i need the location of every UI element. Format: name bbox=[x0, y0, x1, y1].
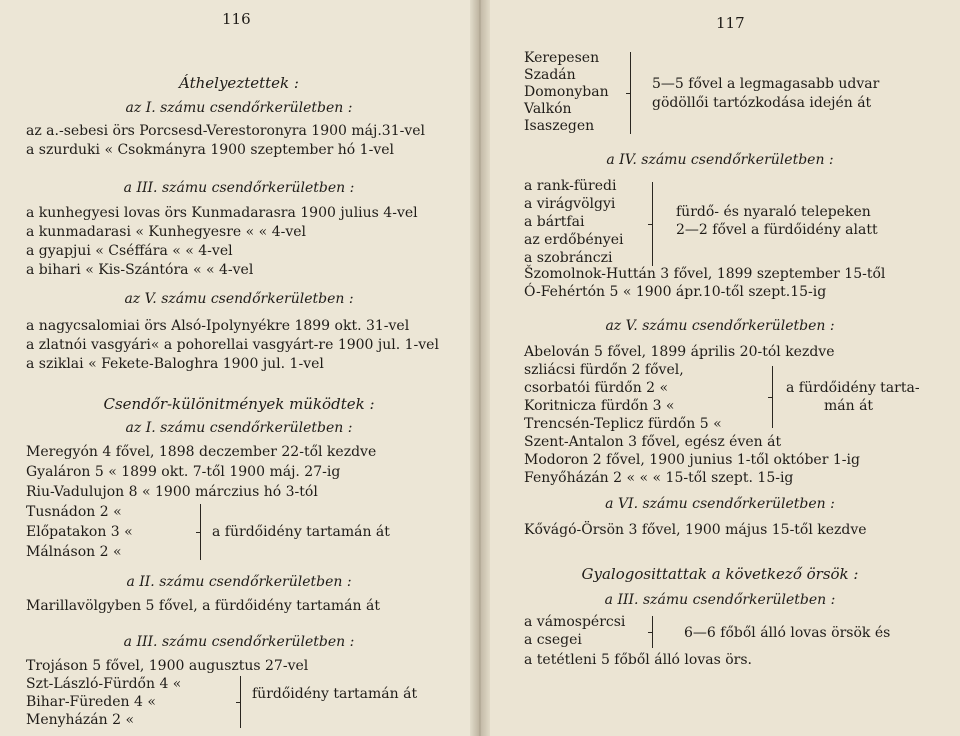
text-line: Valkón bbox=[524, 101, 572, 117]
text-line: a kunmadarasi « Kunhegyesre « « 4-vel bbox=[26, 224, 307, 240]
text-line: Trencsén-Teplicz fürdőn 5 « bbox=[524, 416, 722, 432]
text-line: Šzomolnok-Huttán 3 fővel, 1899 szeptember 15-től bbox=[524, 266, 886, 282]
text-line: Szadán bbox=[524, 67, 576, 83]
text-line: a bihari « Kis-Szántóra « « 4-vel bbox=[26, 262, 254, 278]
brace-text: gödöllői tartózkodása idején át bbox=[652, 95, 872, 111]
text-line: Menyházán 2 « bbox=[26, 712, 135, 728]
brace bbox=[652, 616, 653, 648]
book-gutter bbox=[470, 0, 490, 736]
district-heading: az I. számu csendőrkerületben : bbox=[125, 420, 353, 436]
district-heading: a III. számu csendőrkerületben : bbox=[123, 180, 355, 196]
text-line: Kővágó-Örsön 3 fővel, 1900 május 15-től kezdve bbox=[524, 522, 867, 538]
text-line: az a.-sebesi örs Porcsesd-Verestoronyra 1900 máj.31-vel bbox=[26, 123, 425, 139]
text-line: a vámospércsi bbox=[524, 614, 626, 630]
district-heading: a II. számu csendőrkerületben : bbox=[126, 574, 352, 590]
page-number: 117 bbox=[716, 14, 745, 32]
text-line: a virágvölgyi bbox=[524, 196, 616, 212]
text-line: Ó-Fehértón 5 « 1900 ápr.10-től szept.15-ig bbox=[524, 284, 827, 300]
text-line: a nagycsalomiai örs Alsó-Ipolynyékre 1899 okt. 31-vel bbox=[26, 318, 410, 334]
text-line: Meregyón 4 fővel, 1898 deczember 22-től kezdve bbox=[26, 444, 377, 460]
brace-text: a fürdőidény tarta- bbox=[786, 380, 920, 396]
text-line: Tusnádon 2 « bbox=[26, 504, 122, 520]
brace-text: a fürdőidény tartamán át bbox=[212, 524, 390, 540]
district-heading: a VI. számu csendőrkerületben : bbox=[605, 496, 835, 512]
text-line: csorbatói fürdőn 2 « bbox=[524, 380, 669, 396]
district-heading: az V. számu csendőrkerületben : bbox=[124, 291, 354, 307]
text-line: a rank-füredi bbox=[524, 178, 617, 194]
brace-text: mán át bbox=[824, 398, 874, 414]
text-line: szliácsi fürdőn 2 fővel, bbox=[524, 362, 684, 378]
text-line: Szent-Antalon 3 fővel, egész éven át bbox=[524, 434, 782, 450]
text-line: Domonyban bbox=[524, 84, 609, 100]
district-heading: a IV. számu csendőrkerületben : bbox=[606, 152, 834, 168]
text-line: Isaszegen bbox=[524, 118, 595, 134]
text-line: a szobránczi bbox=[524, 250, 613, 266]
text-line: a zlatnói vasgyári« a pohorellai vasgyárt-re 1900 jul. 1-vel bbox=[26, 337, 439, 353]
brace-text: 5—5 fővel a legmagasabb udvar bbox=[652, 76, 880, 92]
text-line: a szurduki « Csokmányra 1900 szeptember hó 1-vel bbox=[26, 142, 394, 158]
text-line: Abelován 5 fővel, 1899 április 20-tól kezdve bbox=[524, 344, 835, 360]
text-line: a kunhegyesi lovas örs Kunmadarasra 1900 julius 4-vel bbox=[26, 205, 418, 221]
right-page bbox=[480, 0, 960, 736]
section-heading: Áthelyeztettek : bbox=[179, 74, 299, 92]
text-line: Riu-Vadulujon 8 « 1900 márczius hó 3-tól bbox=[26, 484, 318, 500]
text-line: Szt-László-Fürdőn 4 « bbox=[26, 676, 182, 692]
left-page bbox=[0, 0, 478, 736]
brace-text: fürdőidény tartamán át bbox=[252, 686, 418, 702]
text-line: Fenyőházán 2 « « « 15-től szept. 15-ig bbox=[524, 470, 794, 486]
district-heading: az I. számu csendőrkerületben : bbox=[125, 100, 353, 116]
page-number: 116 bbox=[222, 10, 251, 28]
brace-text: fürdő- és nyaraló telepeken bbox=[676, 204, 871, 220]
text-line: Bihar-Füreden 4 « bbox=[26, 694, 156, 710]
brace bbox=[652, 182, 653, 266]
text-line: Kerepesen bbox=[524, 50, 600, 66]
section-heading: Gyalogosittattak a következő örsök : bbox=[581, 565, 859, 583]
text-line: Trojáson 5 fővel, 1900 augusztus 27-vel bbox=[26, 658, 309, 674]
text-line: a bártfai bbox=[524, 214, 585, 230]
text-line: a gyapjui « Cséffára « « 4-vel bbox=[26, 243, 233, 259]
text-line: a tetétleni 5 főből álló lovas örs. bbox=[524, 652, 752, 668]
text-line: az erdőbényei bbox=[524, 232, 624, 248]
text-line: Gyaláron 5 « 1899 okt. 7-től 1900 máj. 27-ig bbox=[26, 464, 341, 480]
district-heading: a III. számu csendőrkerületben : bbox=[123, 634, 355, 650]
brace-text: 2—2 fővel a fürdőidény alatt bbox=[676, 222, 878, 238]
district-heading: az V. számu csendőrkerületben : bbox=[605, 318, 835, 334]
section-heading: Csendőr-különitmények müködtek : bbox=[103, 395, 375, 413]
brace bbox=[200, 504, 201, 560]
text-line: a sziklai « Fekete-Baloghra 1900 jul. 1-vel bbox=[26, 356, 324, 372]
brace bbox=[240, 676, 241, 728]
brace bbox=[630, 52, 631, 134]
text-line: Marillavölgyben 5 fővel, a fürdőidény tartamán át bbox=[26, 598, 380, 614]
text-line: Előpatakon 3 « bbox=[26, 524, 133, 540]
text-line: Málnáson 2 « bbox=[26, 544, 122, 560]
text-line: Koritnicza fürdőn 3 « bbox=[524, 398, 675, 414]
brace-text: 6—6 főből álló lovas örsök és bbox=[684, 625, 891, 641]
brace bbox=[772, 366, 773, 428]
text-line: a csegei bbox=[524, 632, 582, 648]
text-line: Modoron 2 fővel, 1900 junius 1-től október 1-ig bbox=[524, 452, 860, 468]
district-heading: a III. számu csendőrkerületben : bbox=[604, 592, 836, 608]
